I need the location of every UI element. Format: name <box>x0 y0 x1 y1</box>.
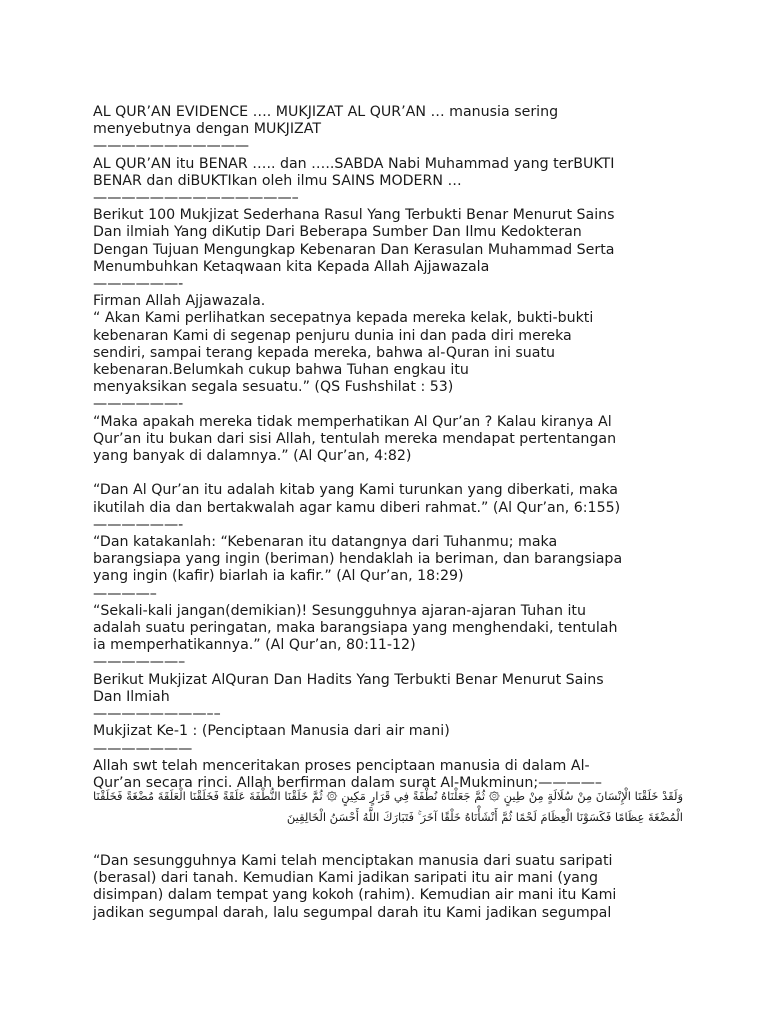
paragraph: Allah swt telah menceritakan proses penciptaan manusia di dalam Al- Qur’an secara rinci. Allah berfirman dalam surat Al-Mukminun;————– <box>93 757 602 791</box>
separator-line: ————– <box>93 585 157 602</box>
blank-line <box>93 465 683 482</box>
verse-translation: “Dan sesungguhnya Kami telah menciptakan manusia dari suatu saripati (berasal) dari tanah. Kemudian Kami jadikan saripati itu air mani (yang disimpan) dalam tempat yang kokoh (rahim). Kemudian air mani itu Kami jadikan segumpal darah, lalu segumpal darah itu Kami jadikan segumpal <box>93 853 617 921</box>
paragraph: “Sekali-kali jangan(demikian)! Sesungguhnya ajaran-ajaran Tuhan itu adalah suatu peringatan, maka barangsiapa yang menghendaki, tentulah ia memperhatikannya.” (Al Qur’an, 80:11-12) <box>93 602 618 654</box>
arabic-verse: وَلَقَدْ خَلَقْنَا الْإِنْسَانَ مِنْ سُلَالَةٍ مِنْ طِينٍ ۞ ثُمَّ جَعَلْنَاهُ نُطْفَةً فِي قَرَارٍ مَكِينٍ ۞ ثُمَّ خَلَقْنَا النُّطْفَةَ عَلَقَةً فَخَلَقْنَا الْعَلَقَةَ مُضْغَةً فَخَلَقْنَا الْمُضْغَةَ عِظَامًا فَكَسَوْنَا الْعِظَامَ لَحْمًا ثُمَّ أَنْشَأْنَاهُ خَلْقًا آخَرَ ۚ فَتَبَارَكَ اللَّهُ أَحْسَنُ الْخَالِقِينَ <box>93 789 683 824</box>
paragraph: Firman Allah Ajjawazala. “ Akan Kami perlihatkan secepatnya kepada mereka kelak, bukti-bukti kebenaran Kami di segenap penjuru dunia ini dan pada diri mereka sendiri, sampai terang kepada mereka, bahwa al-Quran ini suatu kebenaran.Belumkah cukup bahwa Tuhan engkau itu menyaksikan segala sesuatu.” (QS Fushshilat : 53) <box>93 293 594 396</box>
paragraph: AL QUR’AN itu BENAR ….. dan …..SABDA Nabi Muhammad yang terBUKTI BENAR dan diBUKTIkan oleh ilmu SAINS MODERN … <box>93 155 615 189</box>
paragraph: Berikut Mukjizat AlQuran Dan Hadits Yang Terbukti Benar Menurut Sains Dan Ilmiah <box>93 671 604 705</box>
paragraph: “Dan Al Qur’an itu adalah kitab yang Kami turunkan yang diberkati, maka ikutilah dia dan bertakwalah agar kamu diberi rahmat.” (Al Qur’an, 6:155) <box>93 482 621 516</box>
paragraph: Mukjizat Ke-1 : (Penciptaan Manusia dari air mani) <box>93 723 450 740</box>
separator-line: ——————- <box>93 396 184 413</box>
separator-line: ——————- <box>93 516 184 533</box>
separator-line: ——————————————– <box>93 190 299 207</box>
separator-line: ——————– <box>93 654 186 671</box>
paragraph: “Maka apakah mereka tidak memperhatikan Al Qur’an ? Kalau kiranya Al Qur’an itu bukan dari sisi Allah, tentulah mereka mendapat pertentangan yang banyak di dalamnya.” (Al Qur’an, 4:82) <box>93 413 617 465</box>
separator-line: ——————— <box>93 740 193 757</box>
separator-line: ————————–– <box>93 706 221 723</box>
paragraph: AL QUR’AN EVIDENCE …. MUKJIZAT AL QUR’AN … manusia sering menyebutnya dengan MUKJIZAT <box>93 104 559 138</box>
separator-line: ——————- <box>93 276 184 293</box>
paragraph: “Dan katakanlah: “Kebenaran itu datangnya dari Tuhanmu; maka barangsiapa yang ingin (beriman) hendaklah ia beriman, dan barangsiapa yang ingin (kafir) biarlah ia kafir.” (Al Qur’an, 18:29) <box>93 534 623 585</box>
paragraph: Berikut 100 Mukjizat Sederhana Rasul Yang Terbukti Benar Menurut Sains Dan ilmiah Yang diKutip Dari Beberapa Sumber Dan Ilmu Kedokteran Dengan Tujuan Mengungkap Kebenaran Dan Kerasulan Muhammad Serta Menumbuhkan Ketaqwaan kita Kepada Allah Ajjawazala <box>93 207 615 275</box>
separator-line: ——————————— <box>93 138 250 155</box>
document-body <box>93 104 683 792</box>
